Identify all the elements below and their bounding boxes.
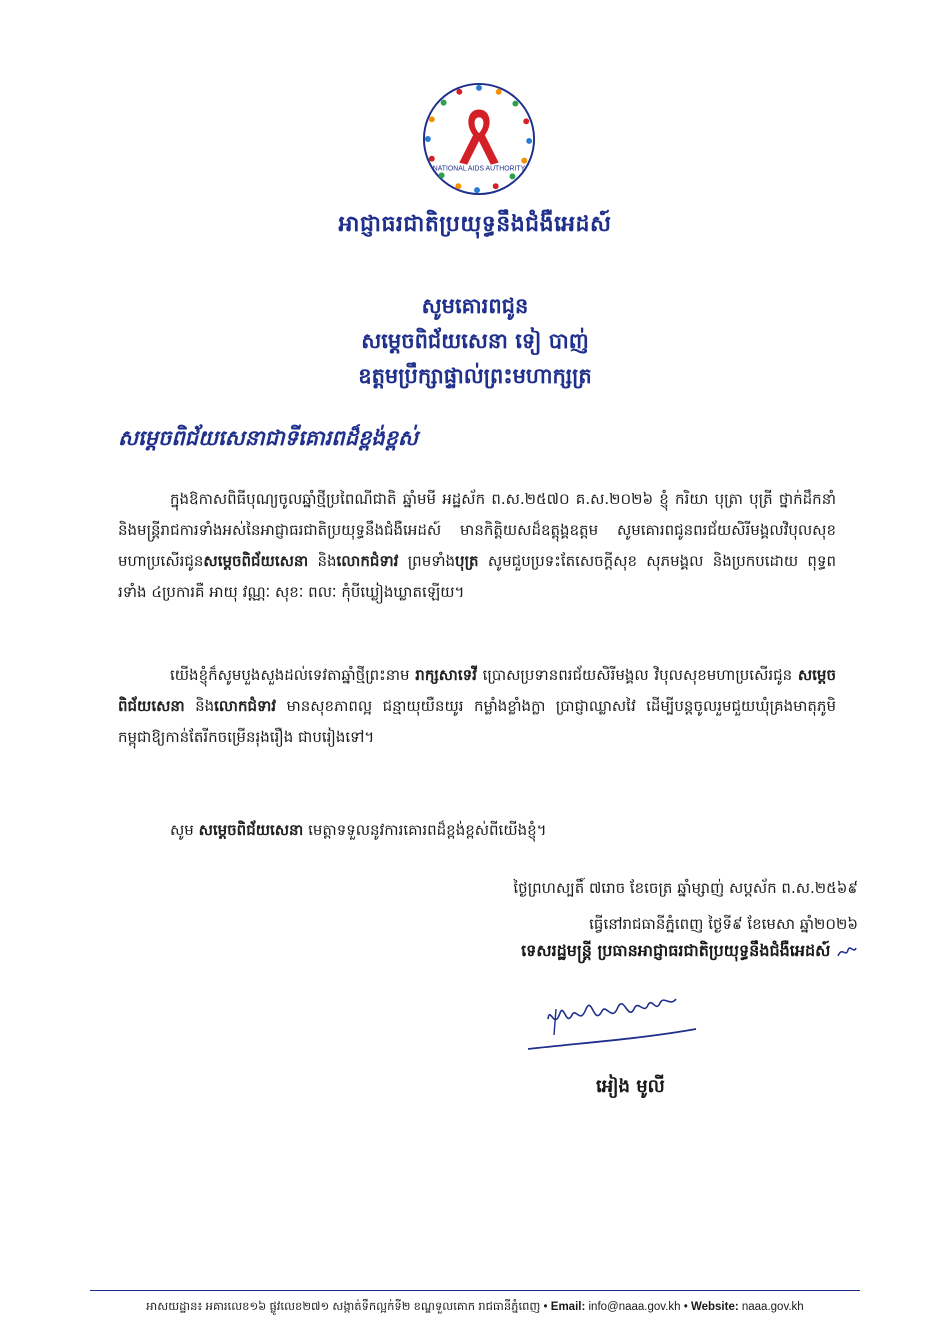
p1-text-e: សូមជួបប្រទះតែសេចក្តីសុខ សុភមង្គល និងប្រកបដោយ ពុទ្ធពរទាំង ៤ប្រការគឺ អាយុ វណ្ណៈ សុខៈ ពលៈ កុំបីឃ្លៀងឃ្លាតឡើយ។ — [118, 552, 836, 601]
p2-text-c: ប្រោសប្រទានពរជ័យសិរីមង្គល វិបុលសុខមហាប្រសើរជូន — [482, 666, 793, 684]
p2-text-e: មានសុខភាពល្អ ជន្មាយុយឺនយូរ កម្លាំងខ្លាំងក្លា ប្រាជ្ញាឈ្លាសវៃ ដើម្បីបន្តចូលរួមជួយឃុំគ្រងមាតុភូមិកម្ពុជាឱ្យកាន់តែរីកចម្រើនរុងរឿង ជាបរៀងទៅ។ — [118, 697, 836, 746]
signer-title-text: ទេសរដ្ឋមន្ត្រី ប្រធានអាជ្ញាធរជាតិប្រយុទ្ធនឹងជំងឺអេដស៍ — [521, 941, 831, 960]
p3-text-c: មេត្តាទទួលនូវការគោរពដ៏ខ្ពង់ខ្ពស់ពីយើងខ្ញុំ។ — [308, 821, 547, 839]
national-aids-authority-logo — [420, 80, 538, 198]
p2-bold-1: រាក្សសាទេវី — [415, 666, 477, 684]
solar-date: ធ្វើនៅរាជធានីភ្នំពេញ ថ្ងៃទី៩ ខែមេសា ឆ្នាំ២០២៦ — [589, 915, 858, 933]
p1-bold-2: លោកជំទាវ — [336, 552, 399, 570]
p2-text-a: យើងខ្ញុំក៏សូមបួងសួងដល់ទេវតាឆ្នាំថ្មីព្រះនាម — [170, 666, 410, 684]
red-ribbon-icon — [459, 110, 498, 165]
footer: អាសយដ្ឋាន៖ អគារលេខ១៦ ផ្លូវលេខ២៧១ សង្កាត់ទឹកល្អក់ទី២ ខណ្ឌទួលគោក រាជធានីភ្នំពេញ • Email: info@naaa.gov.kh • Website: naaa.gov.kh — [146, 1301, 804, 1313]
p2-bold-2: សម្តេចពិជ័យសេនា — [118, 666, 836, 715]
p2-bold-3: លោកជំទាវ — [214, 697, 277, 715]
p2-text-d: និង — [195, 697, 215, 715]
p1-bold-3: បុត្រ — [455, 552, 479, 570]
body-paragraph-2 — [118, 660, 836, 753]
footer-website[interactable]: naaa.gov.kh — [741, 1301, 804, 1313]
footer-email-label: Email: — [550, 1301, 586, 1313]
body-paragraph-1 — [118, 484, 836, 608]
p3-text-a: សូម — [170, 821, 194, 839]
footer-email[interactable]: info@naaa.gov.kh — [588, 1301, 681, 1313]
footer-address: អាសយដ្ឋាន៖ អគារលេខ១៦ ផ្លូវលេខ២៧១ សង្កាត់ទឹកល្អក់ទី២ ខណ្ឌទួលគោក រាជធានីភ្នំពេញ — [146, 1301, 541, 1313]
signer-title — [521, 940, 858, 964]
address-line-2: សម្តេចពិជ័យសេនា ទៀ បាញ់ — [361, 328, 589, 353]
footer-divider — [90, 1290, 860, 1291]
lunar-date: ថ្ងៃព្រហស្បតិ៍ ៧រោច ខែចេត្រ ឆ្នាំម្សាញ់ សប្តស័ក ព.ស.២៥៦៩ — [513, 879, 858, 897]
logo-ring-text: NATIONAL AIDS AUTHORITY — [432, 165, 526, 173]
address-line-3: ឧត្តមប្រឹក្សាផ្ទាល់ព្រះមហាក្សត្រ — [358, 363, 592, 388]
salutation: សម្តេចពិជ័យសេនាជាទីគោរពដ៏ខ្ពង់ខ្ពស់ — [118, 425, 418, 450]
authority-name: អាជ្ញាធរជាតិប្រយុទ្ធនឹងជំងឺអេដស៍ — [338, 211, 612, 237]
p1-text-d: ព្រមទាំង — [407, 552, 456, 570]
initial-mark-icon — [836, 944, 858, 960]
address-line-1: សូមគោរពជូន — [421, 293, 529, 318]
p1-text-c: និង — [317, 552, 337, 570]
body-paragraph-3 — [118, 815, 836, 846]
signer-name: អៀង មូលី — [596, 1076, 665, 1097]
footer-website-label: Website: — [690, 1301, 739, 1313]
handwritten-signature — [520, 985, 700, 1057]
p1-bold-1: សម្តេចពិជ័យសេនា — [203, 552, 309, 570]
date-block — [513, 870, 858, 942]
p1-text-a: ក្នុងឱកាសពិធីបុណ្យចូលឆ្នាំថ្មីប្រពៃណីជាតិ ឆ្នាំមមី អដ្ឋស័ក ព.ស.២៥៧០ គ.ស.២០២៦ ខ្ញុំ ករិយា បុត្រា បុត្រី ថ្នាក់ដឹកនាំ និងមន្ត្រីរាជការទាំងអស់នៃអាជ្ញាធរជាតិប្រយុទ្ធនឹងជំងឺអេដស៍ មានកិត្តិយសដ៏ឧត្តុង្គឧត្តម សូមគោរពជូនពរជ័យសិរីមង្គលវិបុលសុខមហាប្រសើរជូន — [118, 490, 836, 570]
address-block — [0, 288, 950, 393]
p3-bold: សម្តេចពិជ័យសេនា — [198, 821, 304, 839]
